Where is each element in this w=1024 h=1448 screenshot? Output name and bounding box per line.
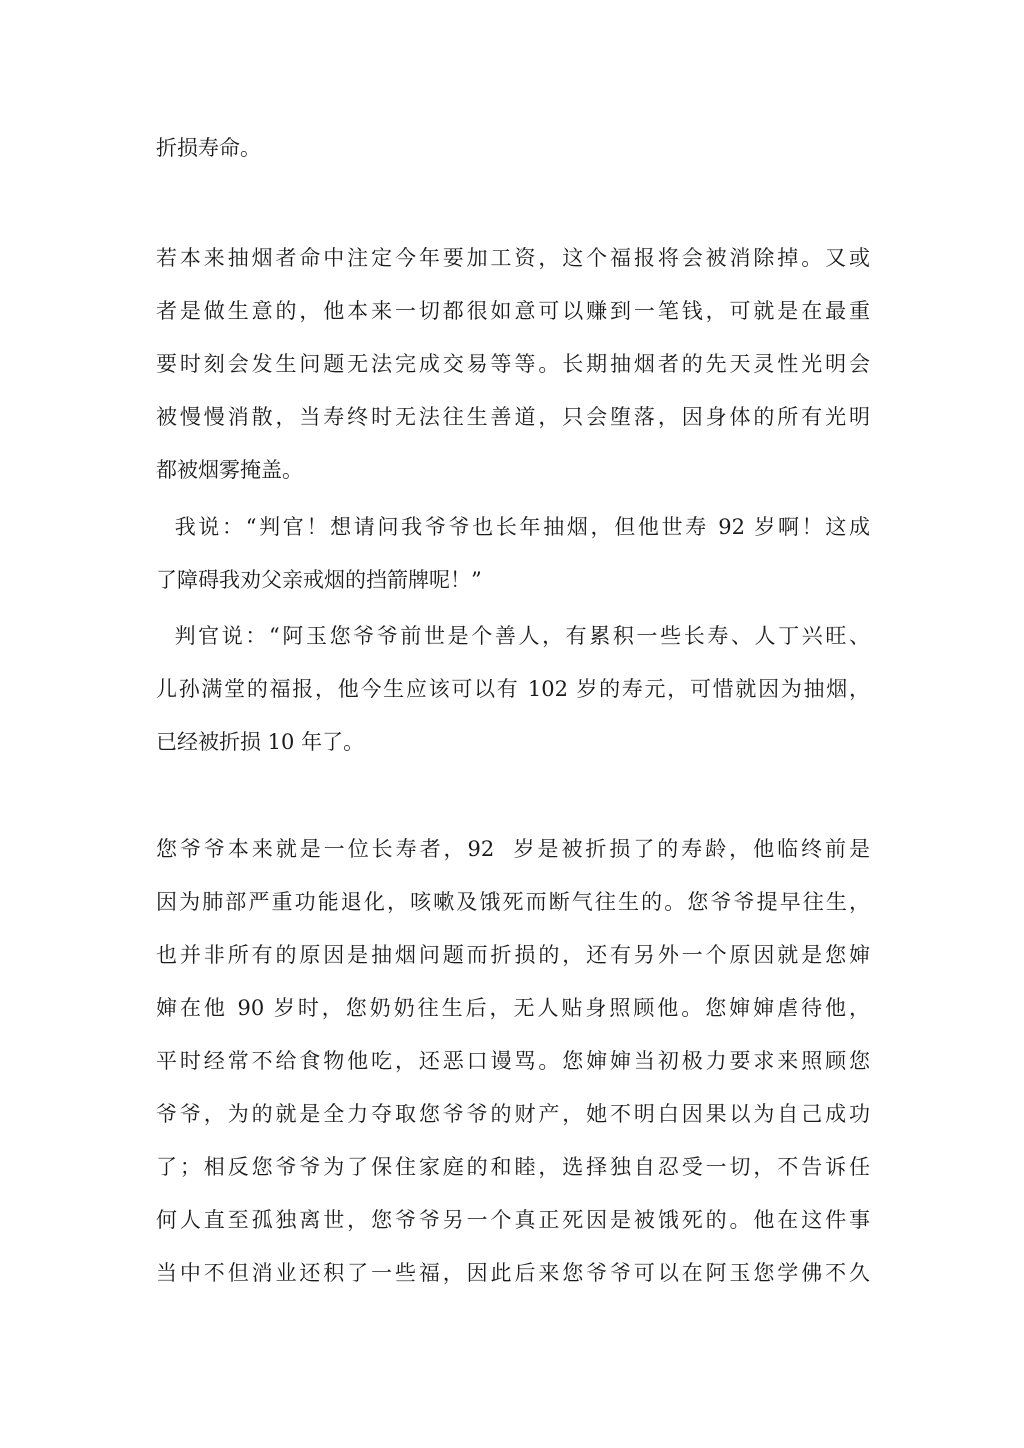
text-line: 儿孙满堂的福报，他今生应该可以有 102 岁的寿元，可惜就因为抽烟， [156, 677, 870, 701]
text-line: 了障碍我劝父亲戒烟的挡箭牌呢！” [156, 568, 482, 592]
text-line: 婶在他 90 岁时，您奶奶往生后，无人贴身照顾他。您婶婶虐待他， [156, 996, 870, 1020]
text-line: 要时刻会发生问题无法完成交易等等。长期抽烟者的先天灵性光明会 [156, 352, 870, 376]
text-line: 因为肺部严重功能退化，咳嗽及饿死而断气往生的。您爷爷提早往生， [156, 890, 870, 914]
text-line: 爷爷，为的就是全力夺取您爷爷的财产，她不明白因果以为自己成功 [156, 1102, 870, 1126]
text-line: 都被烟雾掩盖。 [156, 458, 303, 482]
text-line: 也并非所有的原因是抽烟问题而折损的，还有另外一个原因就是您婶 [156, 943, 870, 967]
text-line: 您爷爷本来就是一位长寿者，92 岁是被折损了的寿龄，他临终前是 [156, 837, 870, 861]
text-line: 判官说：“阿玉您爷爷前世是个善人，有累积一些长寿、人丁兴旺、 [156, 624, 870, 648]
text-line: 当中不但消业还积了一些福，因此后来您爷爷可以在阿玉您学佛不久 [156, 1261, 870, 1285]
text-line: 者是做生意的，他本来一切都很如意可以赚到一笔钱，可就是在最重 [156, 299, 870, 323]
text-line: 我说：“判官！想请问我爷爷也长年抽烟，但他世寿 92 岁啊！这成 [156, 515, 870, 539]
text-line: 被慢慢消散，当寿终时无法往生善道，只会堕落，因身体的所有光明 [156, 405, 870, 429]
text-line: 折损寿命。 [156, 136, 261, 160]
text-line: 了；相反您爷爷为了保住家庭的和睦，选择独自忍受一切，不告诉任 [156, 1155, 870, 1179]
text-line: 平时经常不给食物他吃，还恶口谩骂。您婶婶当初极力要求来照顾您 [156, 1049, 870, 1073]
text-line: 何人直至孤独离世，您爷爷另一个真正死因是被饿死的。他在这件事 [156, 1208, 870, 1232]
text-line: 已经被折损 10 年了。 [156, 730, 365, 754]
text-line: 若本来抽烟者命中注定今年要加工资，这个福报将会被消除掉。又或 [156, 246, 870, 270]
